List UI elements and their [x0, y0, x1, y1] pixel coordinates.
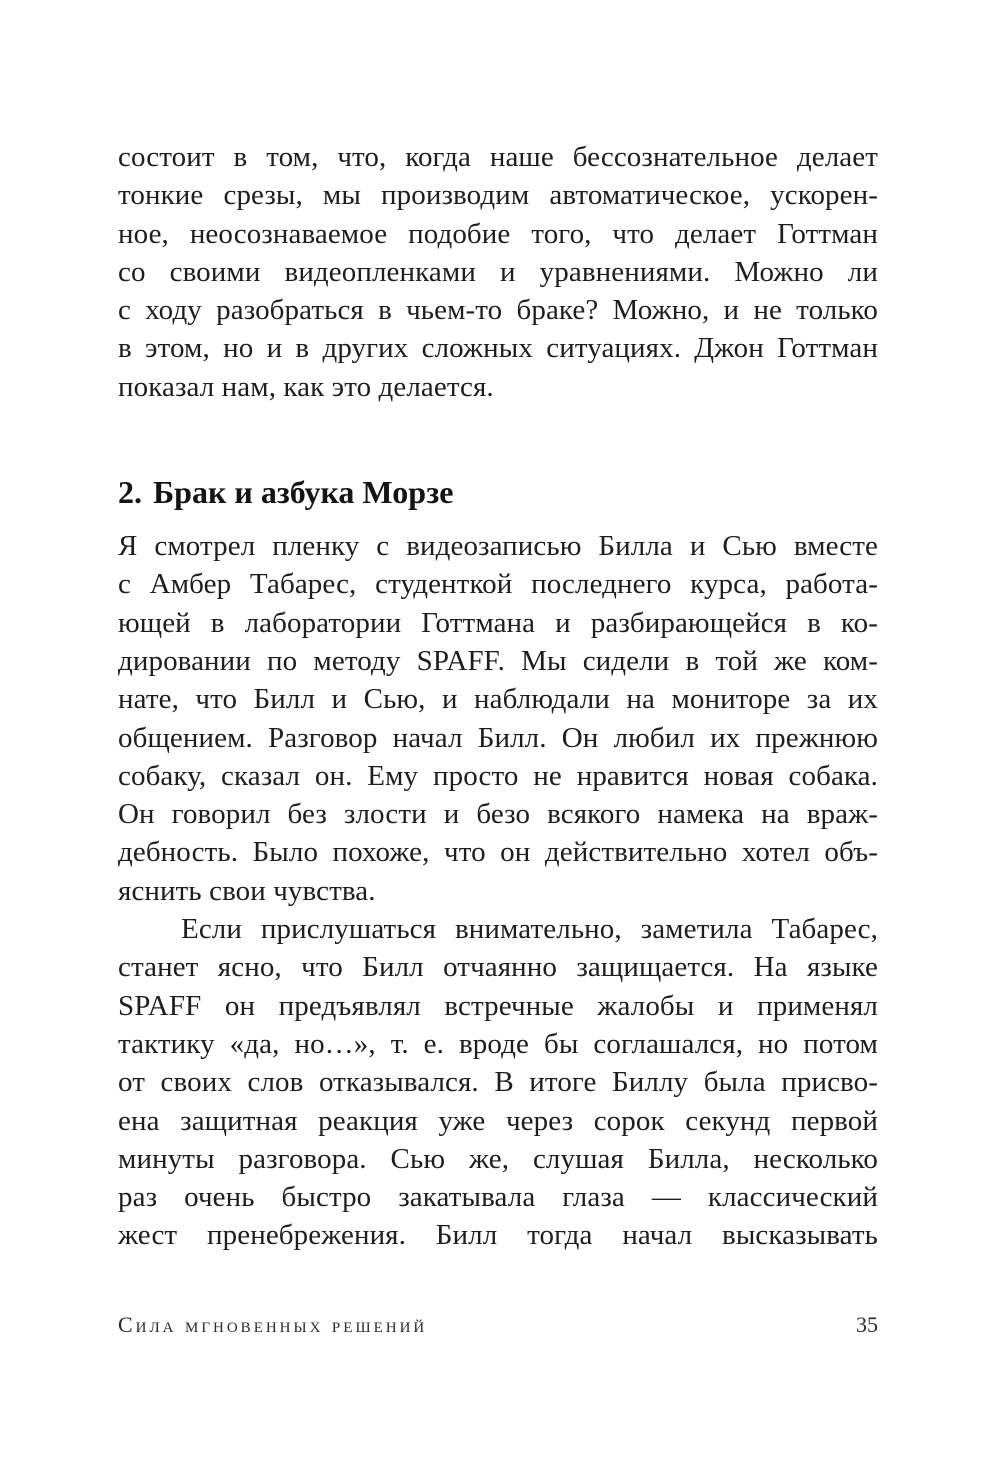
page-number: 35 — [856, 1312, 878, 1337]
text-line: собаку, сказал он. Ему просто не нравится новая собака. — [118, 759, 878, 792]
page-body — [118, 138, 878, 1255]
text-line: ное, неосознаваемое подобие того, что делает Готтман — [118, 217, 878, 250]
section-number: 2. — [118, 474, 142, 511]
text-line: Он говорил без злости и безо всякого намека на враж- — [118, 798, 878, 831]
text-line: раз очень быстро закатывала глаза — классический — [118, 1181, 878, 1214]
page-footer — [118, 1312, 878, 1348]
text-line: общением. Разговор начал Билл. Он любил их прежнюю — [118, 721, 878, 754]
text-line: тактику «да, но…», т. е. вроде бы соглашался, но потом — [118, 1027, 878, 1060]
text-line: с ходу разобраться в чьем-то браке? Можно, и не только — [118, 294, 878, 327]
text-line: ена защитная реакция уже через сорок секунд первой — [118, 1104, 878, 1137]
paragraph-3 — [118, 910, 878, 1255]
text-line: дировании по методу SPAFF. Мы сидели в той же ком- — [118, 644, 878, 677]
running-title: Сила мгновенных решений — [118, 1312, 428, 1337]
text-line: яснить свои чувства. — [118, 874, 376, 907]
text-line: минуты разговора. Сью же, слушая Билла, несколько — [118, 1142, 878, 1175]
text-line: со своими видеопленками и уравнениями. Можно ли — [118, 255, 878, 288]
text-line: SPAFF он предъявлял встречные жалобы и применял — [118, 989, 878, 1022]
section-heading — [118, 472, 878, 512]
text-line: жест пренебрежения. Билл тогда начал высказывать — [118, 1219, 878, 1252]
text-line: состоит в том, что, когда наше бессознательное делает — [118, 141, 878, 173]
text-line: нате, что Билл и Сью, и наблюдали на мониторе за их — [118, 683, 878, 716]
text-line: в этом, но и в других сложных ситуациях. Джон Готтман — [118, 332, 878, 365]
text-line: Если прислушаться внимательно, заметила Табарес, — [181, 913, 878, 946]
text-line: тонкие срезы, мы производим автоматическое, ускорен- — [118, 179, 878, 212]
text-line: Я смотрел пленку с видеозаписью Билла и Сью вместе — [118, 530, 878, 563]
text-line: дебность. Было похоже, что он действительно хотел объ- — [118, 836, 878, 869]
text-line: показал нам, как это делается. — [118, 370, 494, 403]
paragraph-2 — [118, 527, 878, 910]
text-line: станет ясно, что Билл отчаянно защищается. На языке — [118, 951, 878, 984]
text-line: с Амбер Табарес, студенткой последнего курса, работа- — [118, 568, 878, 601]
text-line: ющей в лаборатории Готтмана и разбирающейся в ко- — [118, 606, 878, 639]
text-line: от своих слов отказывался. В итоге Биллу была присво- — [118, 1066, 878, 1099]
paragraph-1 — [118, 138, 878, 406]
section-title: Брак и азбука Морзе — [153, 474, 454, 511]
